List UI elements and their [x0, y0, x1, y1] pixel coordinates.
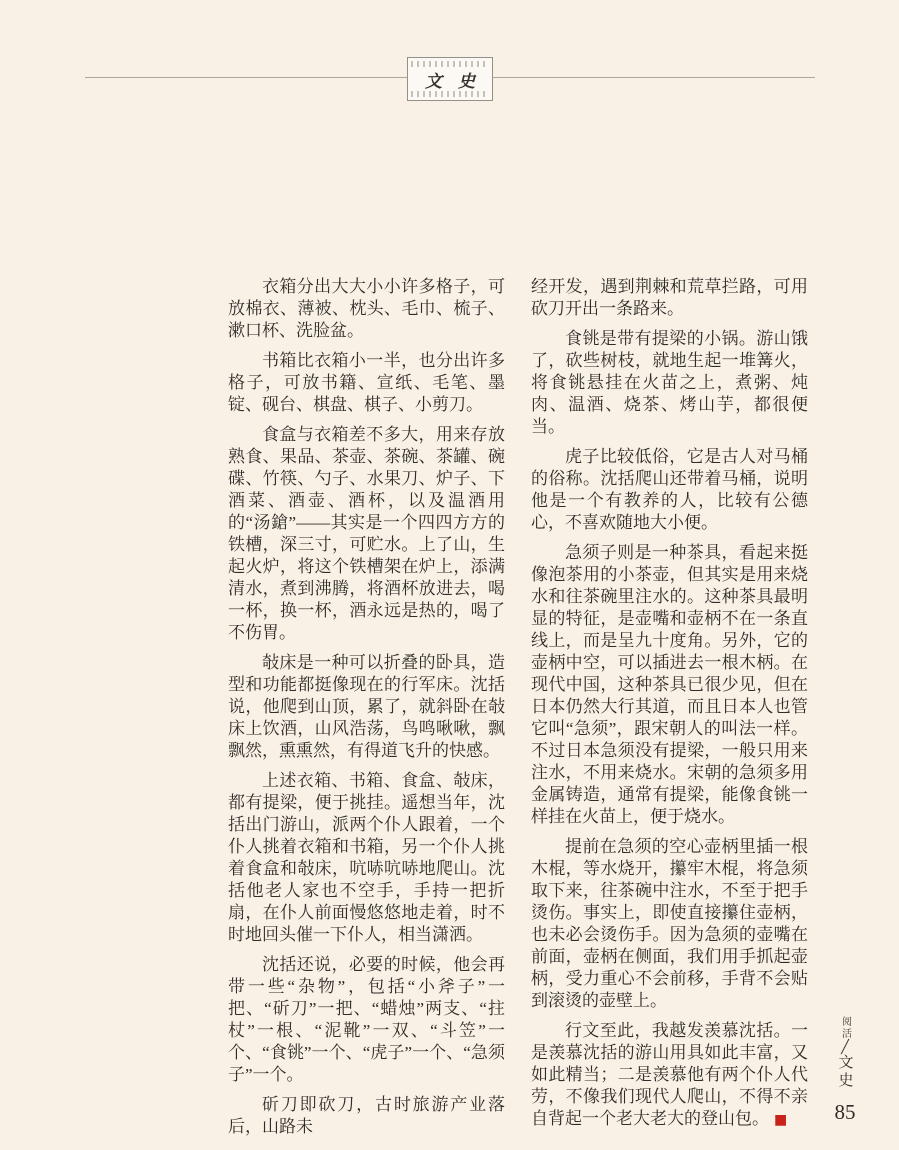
paragraph: 急须子则是一种茶具，看起来挺像泡茶用的小茶壶，但其实是用来烧水和往茶碗里注水的。这种茶具最明显的特征，是壶嘴和壶柄不在一条直线上，而是呈九十度角。另外，它的壶柄中空，可以插进去一根木柄。在现代中国，这种茶具已很少见，但在日本仍然大行其道，而且日本人也管它叫“急须”，跟宋朝人的叫法一样。不过日本急须没有提梁，一般只用来注水，不用来烧水。宋朝的急须多用金属铸造，通常有提梁，能像食铫一样挂在火苗上，便于烧水。: [531, 543, 808, 826]
paragraph: 书箱比衣箱小一半，也分出许多格子，可放书籍、宣纸、毛笔、墨锭、砚台、棋盘、棋子、小剪刀。: [228, 351, 505, 414]
paragraph: 经开发，遇到荆棘和荒草拦路，可用砍刀开出一条路来。: [531, 277, 808, 318]
paragraph: 食铫是带有提梁的小锅。游山饿了，砍些树枝，就地生起一堆篝火，将食铫悬挂在火苗之上，煮粥、炖肉、温酒、烧茶、烤山芋，都很便当。: [531, 329, 808, 436]
section-stamp: [407, 57, 493, 101]
paragraph: 虎子比较低俗，它是古人对马桶的俗称。沈括爬山还带着马桶，说明他是一个有教养的人，比较有公德心，不喜欢随地大小便。: [531, 447, 808, 532]
article-column-left: [228, 276, 505, 1146]
paragraph: 衣箱分出大大小小许多格子，可放棉衣、薄被、枕头、毛巾、梳子、漱口杯、洗脸盆。: [228, 277, 505, 340]
footer-section-label: 文史: [836, 1054, 853, 1090]
paragraph-text: 行文至此，我越发羡慕沈括。一是羡慕沈括的游山用具如此丰富，又如此精当；二是羡慕他有两个仆人代劳，不像我们现代人爬山，不得不亲自背起一个老大老大的登山包。: [531, 1021, 808, 1128]
page-footer: [830, 1016, 860, 1125]
paragraph: 斫刀即砍刀，古时旅游产业落后，山路未: [228, 1095, 505, 1136]
footer-magazine-label: 阅活: [839, 1016, 851, 1040]
paragraph: 沈括还说，必要的时候，他会再带一些“杂物”，包括“小斧子”一把、“斫刀”一把、“蜡烛”两支、“拄杖”一根、“泥靴”一双、“斗笠”一个、“食铫”一个、“虎子”一个、“急须子”一个。: [228, 955, 505, 1084]
section-stamp-label: 文史: [425, 71, 491, 91]
paragraph: 食盒与衣箱差不多大，用来存放熟食、果品、茶壶、茶碗、茶罐、碗碟、竹筷、勺子、水果刀、炉子、下酒菜、酒壶、酒杯，以及温酒用的“汤鎗”——其实是一个四四方方的铁槽，深三寸，可贮水。上了山，生起火炉，将这个铁槽架在炉上，添满清水，煮到沸腾，将酒杯放进去，喝一杯，换一杯，酒永远是热的，喝了不伤胃。: [228, 425, 505, 642]
article-column-right: [531, 276, 808, 1139]
paragraph: 敧床是一种可以折叠的卧具，造型和功能都挺像现在的行军床。沈括说，他爬到山顶，累了，就斜卧在敧床上饮酒，山风浩荡，鸟鸣啾啾，飘飘然，熏熏然，有得道飞升的快感。: [228, 653, 505, 760]
paragraph: 提前在急须的空心壶柄里插一根木棍，等水烧开，攥牢木棍，将急须取下来，往茶碗中注水，不至于把手烫伤。事实上，即使直接攥住壶柄，也未必会烫伤手。因为急须的壶嘴在前面，壶柄在侧面，我们用手抓起壶柄，受力重心不会前移，手背不会贴到滚烫的壶壁上。: [531, 837, 808, 1010]
page-number: 85: [834, 1100, 856, 1124]
article-end-mark: ■: [774, 1112, 788, 1128]
paragraph: 上述衣箱、书箱、食盒、敧床，都有提梁，便于挑挂。遥想当年，沈括出门游山，派两个仆人跟着，一个仆人挑着衣箱和书箱，另一个仆人挑着食盒和敧床，吭哧吭哧地爬山。沈括他老人家也不空手，手持一把折扇，在仆人前面慢悠悠地走着，时不时地回头催一下仆人，相当潇洒。: [228, 771, 505, 944]
paragraph: [531, 1020, 808, 1131]
footer-slash-divider: ╱: [841, 1039, 849, 1054]
